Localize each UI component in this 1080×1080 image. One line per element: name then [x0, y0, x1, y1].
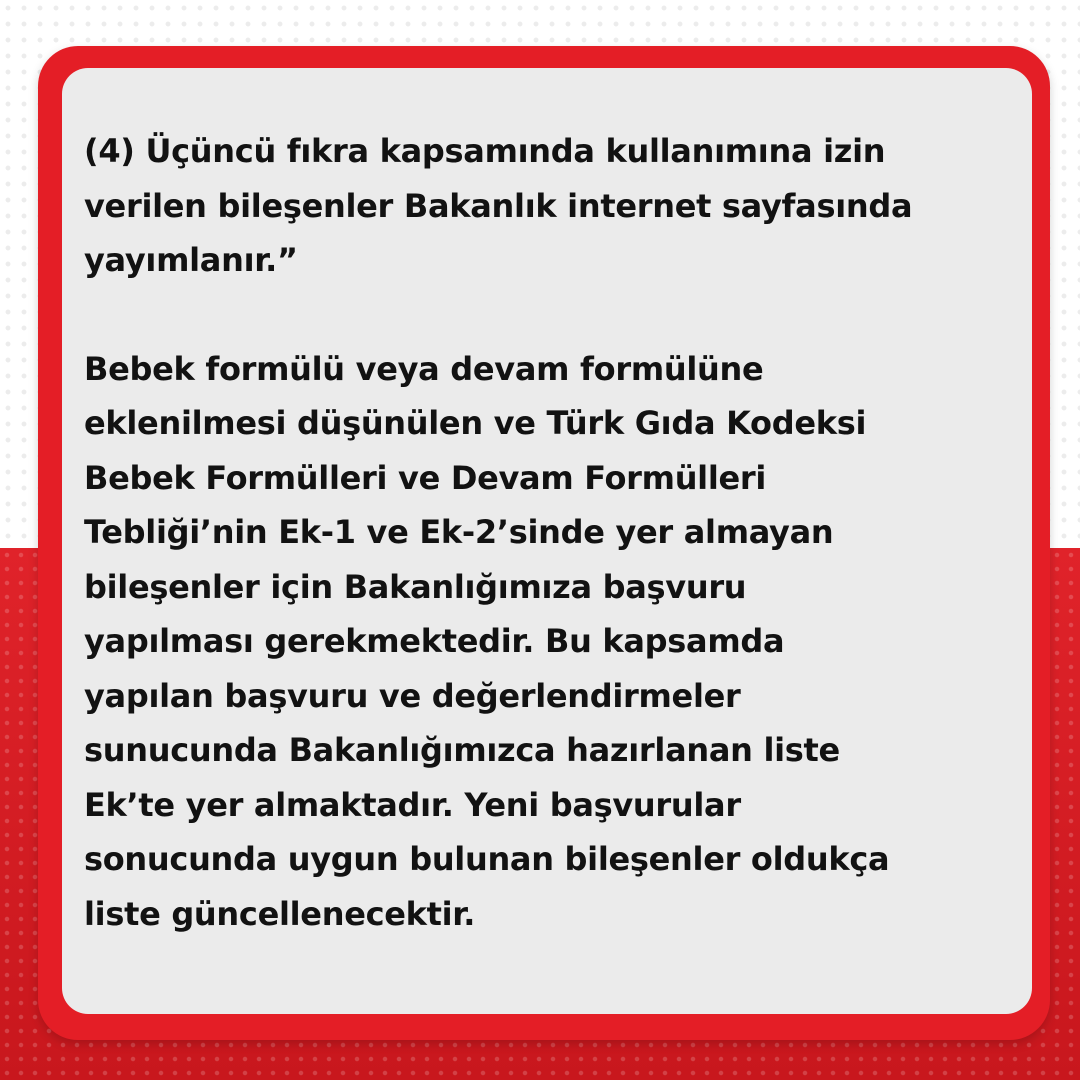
- paragraph-regulation-clause: (4) Üçüncü fıkra kapsamında kullanımına izin verilen bileşenler Bakanlık internet sayfasında yayımlanır.”: [84, 132, 913, 279]
- text-card: [62, 68, 1032, 1014]
- paragraph-application-info: Bebek formülü veya devam formülüne eklenilmesi düşünülen ve Türk Gıda Kodeksi Bebek Formülleri ve Devam Formülleri Tebliği’nin Ek-1 ve Ek-2’sinde yer almayan bileşenler için Bakanlığımıza başvuru yapılması gerekmektedir. Bu kapsamda yapılan başvuru ve değerlendirmeler sunucunda Bakanlığımızca hazırlanan liste Ek’te yer almaktadır. Yeni başvurular sonucunda uygun bulunan bileşenler oldukça liste güncellenecektir.: [84, 349, 890, 933]
- paragraph-spacer: [84, 288, 1012, 342]
- red-card-frame: [38, 46, 1050, 1040]
